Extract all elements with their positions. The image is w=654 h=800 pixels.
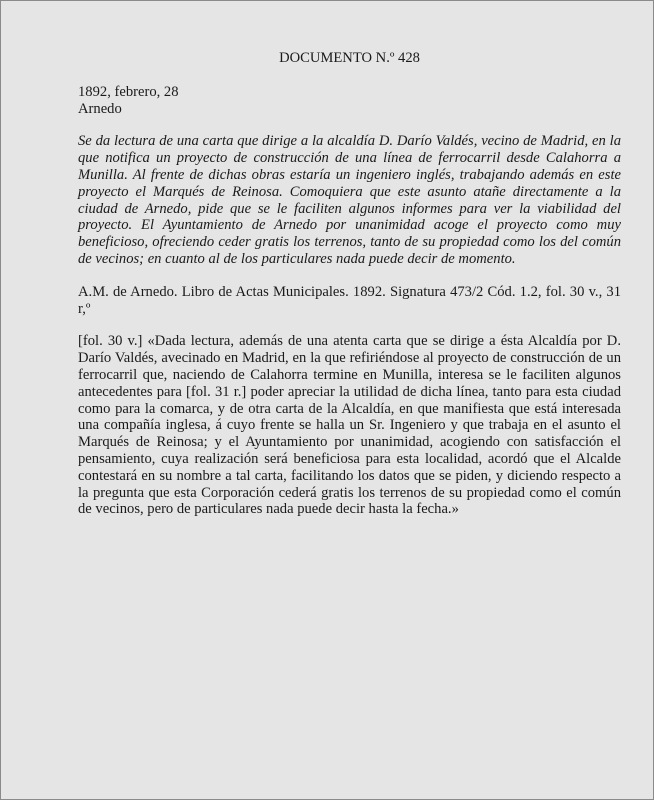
- document-body: [78, 50, 621, 518]
- document-title: DOCUMENTO N.º 428: [279, 50, 420, 66]
- document-date: 1892, febrero, 28: [78, 83, 179, 100]
- document-place: Arnedo: [78, 100, 122, 117]
- document-transcript: [fol. 30 v.] «Dada lectura, además de una atenta carta que se dirige a ésta Alcaldía por D. Darío Valdés, avecinado en Madrid, en la que refiriéndose al proyecto de construcción de un ferrocarril que, naciendo de Calahorra termine en Munilla, interesa se le faciliten algunos antecedentes para [fol. 31 r.] poder apreciar la utilidad de dicha línea, tanto para esta ciudad como para la comarca, y de otra carta de la Alcaldía, en que manifiesta que está interesada una compañía inglesa, á cuyo frente se halla un Sr. Ingeniero y que trabaja en el asunto el Marqués de Reinosa; y el Ayuntamiento por unanimidad, acogiendo con satisfacción el pensamiento, cuya realización será beneficiosa para esta localidad, acordó que el Alcalde contestará en su nombre a tal carta, facilitando los datos que se piden, y diciendo respecto a la pregunta que esta Corporación cederá gratis los terrenos de su propiedad como el común de vecinos, pero de particulares nada puede decir hasta la fecha.»: [78, 333, 621, 518]
- document-summary: Se da lectura de una carta que dirige a la alcaldía D. Darío Valdés, vecino de Madrid, en la que notifica un proyecto de construcción de una línea de ferrocarril desde Calahorra a Munilla. Al frente de dichas obras estaría un ingeniero inglés, trabajando además en este proyecto el Marqués de Reinosa. Comoquiera que este asunto atañe directamente a la ciudad de Arnedo, pide que se le faciliten algunos informes para ver la viabilidad del proyecto. El Ayuntamiento de Arnedo por unanimidad acoge el proyecto como muy beneficioso, ofreciendo ceder gratis los terrenos, tanto de su propiedad como los del común de vecinos; en cuanto al de los particulares nada puede decir de momento.: [78, 133, 621, 267]
- document-source: A.M. de Arnedo. Libro de Actas Municipales. 1892. Signatura 473/2 Cód. 1.2, fol. 30 v., 31 r,º: [78, 283, 621, 317]
